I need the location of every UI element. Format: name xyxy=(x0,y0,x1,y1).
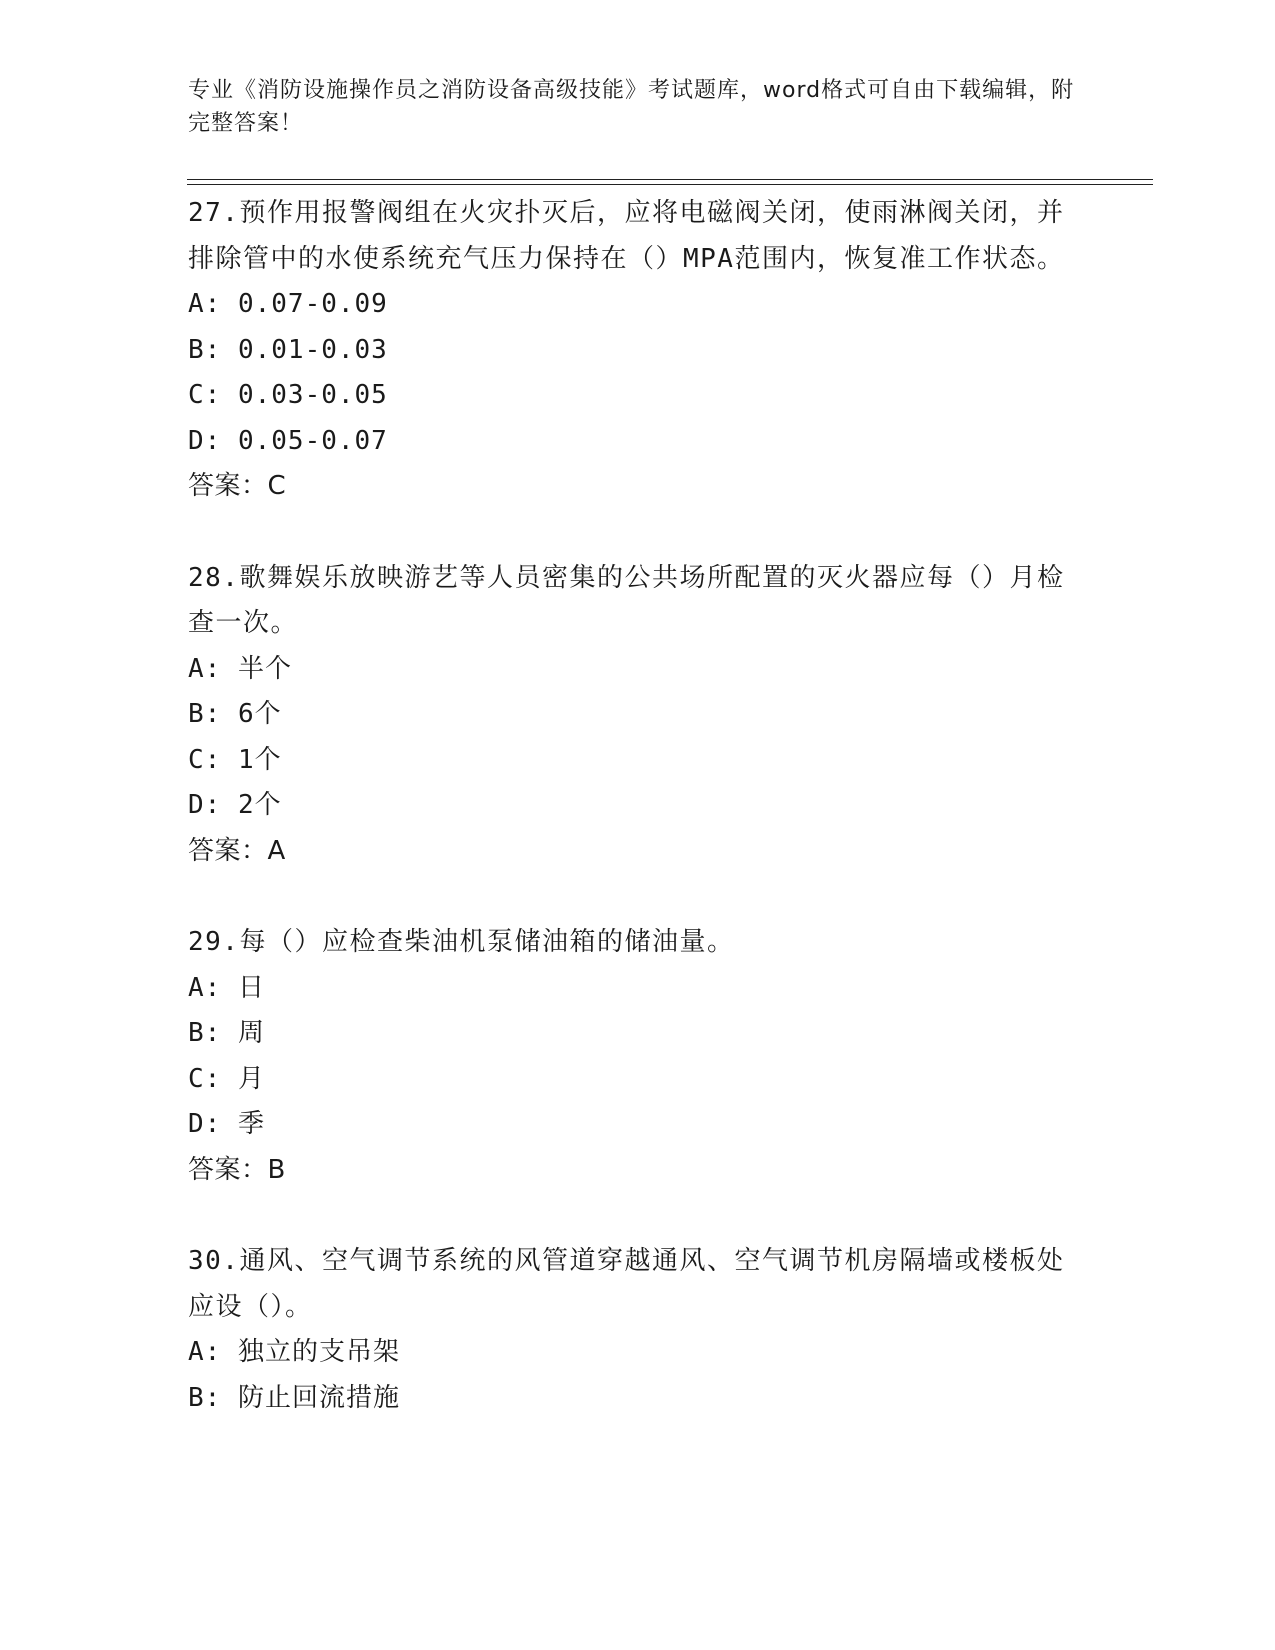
question-27 xyxy=(188,191,1088,510)
option-c: C: 1个 xyxy=(188,744,282,775)
question-text: 30.通风、空气调节系统的风管道穿越通风、空气调节机房隔墙或楼板处应设（）。 xyxy=(188,1246,1065,1322)
question-text: 28.歌舞娱乐放映游艺等人员密集的公共场所配置的灭火器应每（）月检查一次。 xyxy=(188,562,1065,638)
question-text: 27.预作用报警阀组在火灾扑灭后，应将电磁阀关闭，使雨淋阀关闭，并排除管中的水使系统充气压力保持在（）MPA范围内，恢复准工作状态。 xyxy=(188,198,1065,274)
question-28 xyxy=(188,556,1088,875)
header-divider-top xyxy=(187,179,1153,180)
option-c: C: 月 xyxy=(188,1063,265,1094)
option-b: B: 6个 xyxy=(188,699,282,729)
option-b: B: 周 xyxy=(188,1018,265,1048)
answer: 答案：A xyxy=(188,835,286,866)
question-text: 29.每（）应检查柴油机泵储油箱的储油量。 xyxy=(188,927,735,957)
option-d: D: 季 xyxy=(188,1109,265,1139)
option-c: C: 0.03-0.05 xyxy=(188,380,388,410)
option-a: A: 日 xyxy=(188,972,265,1003)
header-divider-bottom xyxy=(187,184,1153,185)
question-list xyxy=(188,191,1088,1467)
option-a: A: 独立的支吊架 xyxy=(188,1337,400,1367)
document-intro: 专业《消防设施操作员之消防设备高级技能》考试题库，word格式可自由下载编辑，附完整答案！ xyxy=(188,78,1075,136)
answer: 答案：C xyxy=(188,471,287,501)
answer: 答案：B xyxy=(188,1154,286,1185)
question-30 xyxy=(188,1239,1088,1421)
option-d: D: 2个 xyxy=(188,790,282,820)
option-d: D: 0.05-0.07 xyxy=(188,425,388,456)
option-b: B: 0.01-0.03 xyxy=(188,334,388,365)
option-b: B: 防止回流措施 xyxy=(188,1382,400,1413)
question-29 xyxy=(188,920,1088,1193)
option-a: A: 半个 xyxy=(188,653,292,684)
option-a: A: 0.07-0.09 xyxy=(188,289,388,319)
